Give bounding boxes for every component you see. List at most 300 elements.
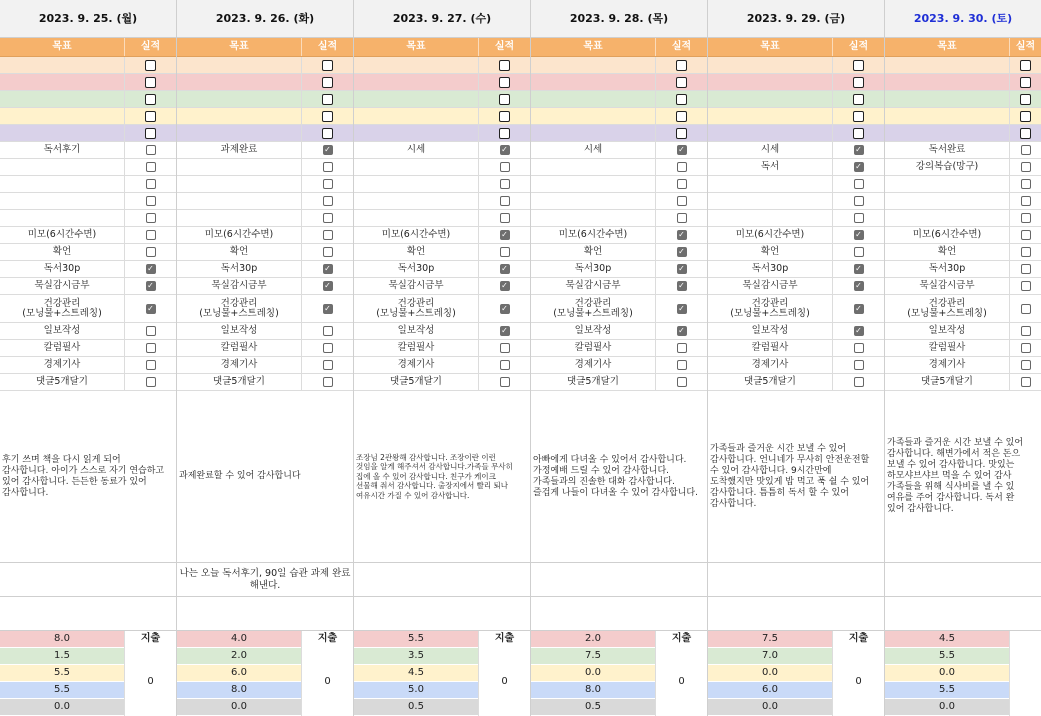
daily-summary[interactable] (885, 563, 1041, 597)
task-label[interactable]: 건강관리 (모닝물+스트레칭) (354, 295, 479, 322)
blank-row[interactable] (708, 597, 884, 631)
colored-goal-row (354, 57, 530, 74)
task-label[interactable]: 미모(6시간수면) (885, 227, 1010, 243)
task-label[interactable]: 일보작성 (177, 323, 302, 339)
task-label[interactable] (531, 176, 656, 192)
checkbox[interactable] (1021, 179, 1031, 189)
checkbox[interactable] (1021, 326, 1031, 336)
date-header[interactable]: 2023. 9. 28. (목) (531, 0, 707, 38)
checkbox[interactable] (1021, 213, 1031, 223)
task-label[interactable]: 독서 (708, 159, 833, 175)
goal-cell[interactable] (708, 74, 833, 90)
checkbox[interactable] (323, 343, 333, 353)
checkbox[interactable] (1021, 281, 1031, 291)
expense-amount[interactable]: 0 (501, 676, 508, 687)
date-header[interactable]: 2023. 9. 29. (금) (708, 0, 884, 38)
checked-checkbox[interactable]: ✓ (855, 281, 862, 290)
goal-cell[interactable] (354, 74, 479, 90)
gratitude-memo[interactable] (708, 391, 884, 563)
checkbox[interactable] (322, 94, 333, 105)
stat-value[interactable]: 5.5 (0, 682, 124, 699)
checkbox[interactable] (323, 326, 333, 336)
checkbox[interactable] (146, 196, 156, 206)
task-label[interactable]: 시세 (354, 142, 479, 158)
task-label[interactable]: 묵실감시금부 (177, 278, 302, 294)
stat-value[interactable]: 3.5 (354, 648, 478, 665)
checkbox[interactable] (146, 360, 156, 370)
goal-cell[interactable] (177, 91, 302, 107)
checkbox[interactable] (677, 213, 687, 223)
checked-checkbox[interactable]: ✓ (324, 264, 331, 273)
checkbox[interactable] (854, 196, 864, 206)
task-label[interactable] (885, 193, 1010, 209)
task-label[interactable]: 칼럼필사 (177, 340, 302, 356)
blank-row[interactable] (354, 597, 530, 631)
goal-cell[interactable] (708, 108, 833, 124)
checkbox[interactable] (853, 94, 864, 105)
task-label[interactable]: 경제기사 (0, 357, 125, 373)
checkbox[interactable] (499, 111, 510, 122)
task-label[interactable] (708, 193, 833, 209)
task-label[interactable] (0, 176, 125, 192)
daily-summary[interactable] (354, 563, 530, 597)
task-label[interactable]: 과제완료 (177, 142, 302, 158)
checkbox[interactable] (499, 60, 510, 71)
blank-row[interactable] (885, 597, 1041, 631)
task-label[interactable]: 묵실감시금부 (0, 278, 125, 294)
task-label[interactable]: 시세 (708, 142, 833, 158)
checkbox[interactable] (676, 60, 687, 71)
goal-cell[interactable] (885, 125, 1010, 141)
checkbox[interactable] (854, 213, 864, 223)
checked-checkbox[interactable]: ✓ (855, 303, 862, 313)
task-label[interactable]: 건강관리 (모닝물+스트레칭) (708, 295, 833, 322)
stat-value[interactable]: 4.5 (885, 631, 1009, 648)
task-label[interactable]: 칼럼필사 (531, 340, 656, 356)
checkbox[interactable] (500, 247, 510, 257)
goal-cell[interactable] (177, 108, 302, 124)
stat-value[interactable]: 7.5 (531, 648, 655, 665)
goal-cell[interactable] (531, 57, 656, 73)
stat-value[interactable]: 5.5 (354, 631, 478, 648)
checkbox[interactable] (323, 377, 333, 387)
goal-cell[interactable] (885, 91, 1010, 107)
checked-checkbox[interactable]: ✓ (855, 264, 862, 273)
task-label[interactable] (708, 176, 833, 192)
checkbox[interactable] (1021, 360, 1031, 370)
stat-value[interactable]: 7.5 (708, 631, 832, 648)
task-label[interactable]: 건강관리 (모닝물+스트레칭) (531, 295, 656, 322)
task-label[interactable] (177, 193, 302, 209)
date-header[interactable]: 2023. 9. 26. (화) (177, 0, 353, 38)
task-label[interactable]: 확언 (354, 244, 479, 260)
goal-cell[interactable] (354, 91, 479, 107)
goal-cell[interactable] (177, 125, 302, 141)
checked-checkbox[interactable]: ✓ (855, 230, 862, 239)
date-header[interactable]: 2023. 9. 27. (수) (354, 0, 530, 38)
checkbox[interactable] (854, 247, 864, 257)
task-label[interactable]: 일보작성 (708, 323, 833, 339)
goal-cell[interactable] (708, 91, 833, 107)
stat-value[interactable]: 0.5 (354, 699, 478, 716)
checkbox[interactable] (500, 377, 510, 387)
checkbox[interactable] (500, 213, 510, 223)
checkbox[interactable] (323, 360, 333, 370)
task-label[interactable]: 경제기사 (885, 357, 1010, 373)
checkbox[interactable] (500, 343, 510, 353)
checkbox[interactable] (1021, 162, 1031, 172)
checkbox[interactable] (676, 111, 687, 122)
blank-row[interactable] (0, 597, 176, 631)
checkbox[interactable] (1020, 111, 1031, 122)
task-label[interactable]: 건강관리 (모닝물+스트레칭) (0, 295, 125, 322)
goal-cell[interactable] (0, 57, 125, 73)
stat-value[interactable]: 0.0 (885, 699, 1009, 716)
stat-value[interactable]: 7.0 (708, 648, 832, 665)
task-label[interactable]: 확언 (708, 244, 833, 260)
task-label[interactable]: 독서후기 (0, 142, 125, 158)
stat-value[interactable]: 0.0 (885, 665, 1009, 682)
checkbox[interactable] (677, 377, 687, 387)
task-label[interactable] (177, 159, 302, 175)
task-row (0, 278, 176, 295)
expense-amount[interactable]: 0 (678, 676, 685, 687)
task-label[interactable] (0, 210, 125, 226)
task-label[interactable]: 일보작성 (354, 323, 479, 339)
stat-value[interactable]: 2.0 (177, 648, 301, 665)
task-label[interactable] (708, 210, 833, 226)
task-label[interactable]: 독서30p (177, 261, 302, 277)
task-label[interactable]: 미모(6시간수면) (531, 227, 656, 243)
stat-value[interactable]: 6.0 (708, 682, 832, 699)
checkbox[interactable] (1020, 94, 1031, 105)
checked-checkbox[interactable]: ✓ (501, 145, 508, 154)
goal-cell[interactable] (354, 57, 479, 73)
checkbox[interactable] (677, 162, 687, 172)
stat-value[interactable]: 5.5 (0, 665, 124, 682)
checked-checkbox[interactable]: ✓ (678, 230, 685, 239)
checkbox[interactable] (676, 94, 687, 105)
checked-checkbox[interactable]: ✓ (501, 303, 508, 313)
column-headers (885, 38, 1041, 57)
gratitude-memo[interactable] (885, 391, 1041, 563)
checkbox[interactable] (853, 77, 864, 88)
daily-summary[interactable]: 나는 오늘 독서후기, 90일 습관 과제 완료 해낸다. (177, 563, 353, 597)
date-header[interactable]: 2023. 9. 30. (토) (885, 0, 1041, 38)
checkbox[interactable] (146, 343, 156, 353)
goal-cell[interactable] (354, 125, 479, 141)
task-label[interactable]: 댓글5개달기 (531, 374, 656, 390)
checkbox[interactable] (322, 128, 333, 139)
time-stats (531, 631, 707, 716)
task-label[interactable]: 확언 (177, 244, 302, 260)
goal-cell[interactable] (885, 74, 1010, 90)
stat-value[interactable]: 0.0 (531, 665, 655, 682)
checked-checkbox[interactable]: ✓ (678, 326, 685, 335)
task-label[interactable]: 미모(6시간수면) (354, 227, 479, 243)
checked-checkbox[interactable]: ✓ (678, 264, 685, 273)
checkbox[interactable] (1020, 77, 1031, 88)
task-label[interactable]: 독서30p (354, 261, 479, 277)
checkbox[interactable] (677, 343, 687, 353)
task-label[interactable]: 시세 (531, 142, 656, 158)
blank-row[interactable] (177, 597, 353, 631)
checkbox[interactable] (853, 128, 864, 139)
checked-checkbox[interactable]: ✓ (855, 162, 862, 171)
checkbox[interactable] (1021, 343, 1031, 353)
checkbox[interactable] (854, 343, 864, 353)
checkbox[interactable] (322, 77, 333, 88)
stat-value[interactable]: 2.0 (531, 631, 655, 648)
checkbox[interactable] (676, 128, 687, 139)
checkbox[interactable] (146, 377, 156, 387)
task-label[interactable]: 칼럼필사 (0, 340, 125, 356)
task-label[interactable] (0, 159, 125, 175)
checkbox[interactable] (146, 230, 156, 240)
task-label[interactable]: 칼럼필사 (354, 340, 479, 356)
stat-value[interactable]: 8.0 (0, 631, 124, 648)
task-label[interactable]: 일보작성 (531, 323, 656, 339)
checkbox[interactable] (1021, 304, 1031, 314)
checked-checkbox[interactable]: ✓ (324, 145, 331, 154)
task-label[interactable]: 묵실감시금부 (885, 278, 1010, 294)
task-label[interactable]: 칼럼필사 (708, 340, 833, 356)
stat-value[interactable]: 4.5 (354, 665, 478, 682)
checked-checkbox[interactable]: ✓ (147, 303, 154, 313)
task-label[interactable]: 미모(6시간수면) (708, 227, 833, 243)
checked-checkbox[interactable]: ✓ (855, 145, 862, 154)
checkbox[interactable] (854, 360, 864, 370)
checked-checkbox[interactable]: ✓ (501, 326, 508, 335)
checkbox[interactable] (500, 360, 510, 370)
checkbox[interactable] (854, 179, 864, 189)
task-label[interactable] (0, 193, 125, 209)
task-label[interactable] (177, 210, 302, 226)
checkbox[interactable] (146, 326, 156, 336)
time-stats (354, 631, 530, 716)
checked-checkbox[interactable]: ✓ (678, 281, 685, 290)
stat-value[interactable]: 0.0 (177, 699, 301, 716)
task-row (177, 295, 353, 323)
checked-checkbox[interactable]: ✓ (678, 303, 685, 313)
goal-cell[interactable] (531, 74, 656, 90)
goal-cell[interactable] (0, 108, 125, 124)
task-label[interactable] (354, 176, 479, 192)
task-label[interactable]: 확언 (885, 244, 1010, 260)
task-label[interactable]: 미모(6시간수면) (177, 227, 302, 243)
checkbox[interactable] (853, 111, 864, 122)
checkbox[interactable] (1021, 264, 1031, 274)
task-label[interactable]: 독서30p (531, 261, 656, 277)
checkbox[interactable] (500, 179, 510, 189)
expense-amount[interactable]: 0 (324, 676, 331, 687)
checkbox[interactable] (1021, 196, 1031, 206)
gratitude-memo[interactable] (531, 391, 707, 563)
checkbox[interactable] (322, 60, 333, 71)
checkbox[interactable] (323, 213, 333, 223)
goal-cell[interactable] (0, 91, 125, 107)
checkbox[interactable] (145, 111, 156, 122)
checkbox[interactable] (500, 196, 510, 206)
task-label[interactable]: 강의복습(망구) (885, 159, 1010, 175)
goal-cell[interactable] (885, 108, 1010, 124)
task-label[interactable] (885, 210, 1010, 226)
task-label[interactable]: 확언 (531, 244, 656, 260)
checkbox[interactable] (1021, 230, 1031, 240)
goal-cell[interactable] (708, 57, 833, 73)
goal-cell[interactable] (177, 74, 302, 90)
goal-cell[interactable] (531, 125, 656, 141)
task-label[interactable]: 일보작성 (0, 323, 125, 339)
task-label[interactable] (531, 193, 656, 209)
task-label[interactable]: 묵실감시금부 (354, 278, 479, 294)
task-label[interactable] (177, 176, 302, 192)
colored-goal-row (885, 91, 1041, 108)
stat-value[interactable]: 4.0 (177, 631, 301, 648)
task-label[interactable] (885, 176, 1010, 192)
checkbox[interactable] (499, 94, 510, 105)
checkbox[interactable] (1021, 247, 1031, 257)
blank-row[interactable] (531, 597, 707, 631)
checkbox[interactable] (323, 179, 333, 189)
task-label[interactable]: 댓글5개달기 (177, 374, 302, 390)
checkbox[interactable] (145, 94, 156, 105)
gratitude-memo[interactable] (177, 391, 353, 563)
checkbox[interactable] (1020, 128, 1031, 139)
task-label[interactable]: 독서30p (885, 261, 1010, 277)
expense-amount[interactable]: 0 (147, 676, 154, 687)
checkbox[interactable] (323, 196, 333, 206)
expense-amount[interactable] (1010, 647, 1041, 716)
task-label[interactable]: 건강관리 (모닝물+스트레칭) (885, 295, 1010, 322)
checkbox[interactable] (145, 128, 156, 139)
checkbox[interactable] (323, 247, 333, 257)
task-label[interactable]: 댓글5개달기 (0, 374, 125, 390)
task-label[interactable] (354, 210, 479, 226)
colored-goal-row (177, 125, 353, 142)
checked-checkbox[interactable]: ✓ (324, 281, 331, 290)
checkbox[interactable] (677, 179, 687, 189)
stat-value[interactable]: 1.5 (0, 648, 124, 665)
stat-value[interactable]: 8.0 (531, 682, 655, 699)
task-row (885, 278, 1041, 295)
checkbox[interactable] (145, 77, 156, 88)
checked-checkbox[interactable]: ✓ (501, 281, 508, 290)
checkbox[interactable] (499, 128, 510, 139)
task-label[interactable]: 독서완료 (885, 142, 1010, 158)
task-label[interactable]: 건강관리 (모닝물+스트레칭) (177, 295, 302, 322)
checkbox[interactable] (677, 196, 687, 206)
actual-cell (479, 210, 530, 226)
task-label[interactable]: 확언 (0, 244, 125, 260)
task-label[interactable]: 경제기사 (708, 357, 833, 373)
task-label[interactable]: 경제기사 (531, 357, 656, 373)
gratitude-memo[interactable] (0, 391, 176, 563)
task-label[interactable]: 묵실감시금부 (708, 278, 833, 294)
checkbox[interactable] (323, 230, 333, 240)
stat-value[interactable]: 5.5 (885, 682, 1009, 699)
stat-value[interactable]: 5.5 (885, 648, 1009, 665)
goal-cell[interactable] (354, 108, 479, 124)
checkbox[interactable] (500, 162, 510, 172)
checked-checkbox[interactable]: ✓ (147, 281, 154, 290)
checkbox[interactable] (146, 179, 156, 189)
expense-amount[interactable]: 0 (855, 676, 862, 687)
checkbox[interactable] (1020, 60, 1031, 71)
task-label[interactable]: 경제기사 (177, 357, 302, 373)
stat-value[interactable]: 6.0 (177, 665, 301, 682)
checkbox[interactable] (499, 77, 510, 88)
gratitude-memo[interactable] (354, 391, 530, 563)
task-label[interactable]: 경제기사 (354, 357, 479, 373)
checkbox[interactable] (322, 111, 333, 122)
stat-value[interactable]: 0.0 (0, 699, 124, 716)
date-header[interactable]: 2023. 9. 25. (월) (0, 0, 176, 38)
task-label[interactable]: 묵실감시금부 (531, 278, 656, 294)
checkbox[interactable] (676, 77, 687, 88)
checked-checkbox[interactable]: ✓ (501, 264, 508, 273)
task-row (0, 176, 176, 193)
task-label[interactable] (354, 159, 479, 175)
task-label[interactable] (531, 159, 656, 175)
task-label[interactable] (354, 193, 479, 209)
stat-value[interactable]: 8.0 (177, 682, 301, 699)
task-row (531, 295, 707, 323)
daily-summary[interactable] (0, 563, 176, 597)
checkbox[interactable] (1021, 145, 1031, 155)
task-label[interactable] (531, 210, 656, 226)
stat-value[interactable]: 0.5 (531, 699, 655, 716)
task-label[interactable]: 일보작성 (885, 323, 1010, 339)
checkbox[interactable] (854, 377, 864, 387)
task-label[interactable]: 댓글5개달기 (708, 374, 833, 390)
checkbox[interactable] (853, 60, 864, 71)
checkbox[interactable] (146, 247, 156, 257)
goal-cell[interactable] (531, 108, 656, 124)
checked-checkbox[interactable]: ✓ (501, 230, 508, 239)
checked-checkbox[interactable]: ✓ (324, 303, 331, 313)
goal-cell[interactable] (531, 91, 656, 107)
checkbox[interactable] (677, 360, 687, 370)
checkbox[interactable] (145, 60, 156, 71)
daily-summary[interactable] (708, 563, 884, 597)
stat-value[interactable]: 0.0 (708, 699, 832, 716)
task-label[interactable]: 독서30p (0, 261, 125, 277)
task-label[interactable]: 칼럼필사 (885, 340, 1010, 356)
checkbox[interactable] (1021, 377, 1031, 387)
goal-cell[interactable] (708, 125, 833, 141)
task-label[interactable]: 댓글5개달기 (885, 374, 1010, 390)
goal-cell[interactable] (0, 74, 125, 90)
daily-summary[interactable] (531, 563, 707, 597)
goal-cell[interactable] (885, 57, 1010, 73)
goal-cell[interactable] (177, 57, 302, 73)
stat-value[interactable]: 5.0 (354, 682, 478, 699)
checkbox[interactable] (146, 162, 156, 172)
checked-checkbox[interactable]: ✓ (147, 264, 154, 273)
goal-cell[interactable] (0, 125, 125, 141)
checked-checkbox[interactable]: ✓ (855, 326, 862, 335)
task-label[interactable]: 미모(6시간수면) (0, 227, 125, 243)
checkbox[interactable] (323, 162, 333, 172)
checked-checkbox[interactable]: ✓ (678, 145, 685, 154)
checkbox[interactable] (146, 145, 156, 155)
task-label[interactable]: 댓글5개달기 (354, 374, 479, 390)
stat-value[interactable]: 0.0 (708, 665, 832, 682)
task-label[interactable]: 독서30p (708, 261, 833, 277)
checkbox[interactable] (146, 213, 156, 223)
checked-checkbox[interactable]: ✓ (678, 247, 685, 256)
